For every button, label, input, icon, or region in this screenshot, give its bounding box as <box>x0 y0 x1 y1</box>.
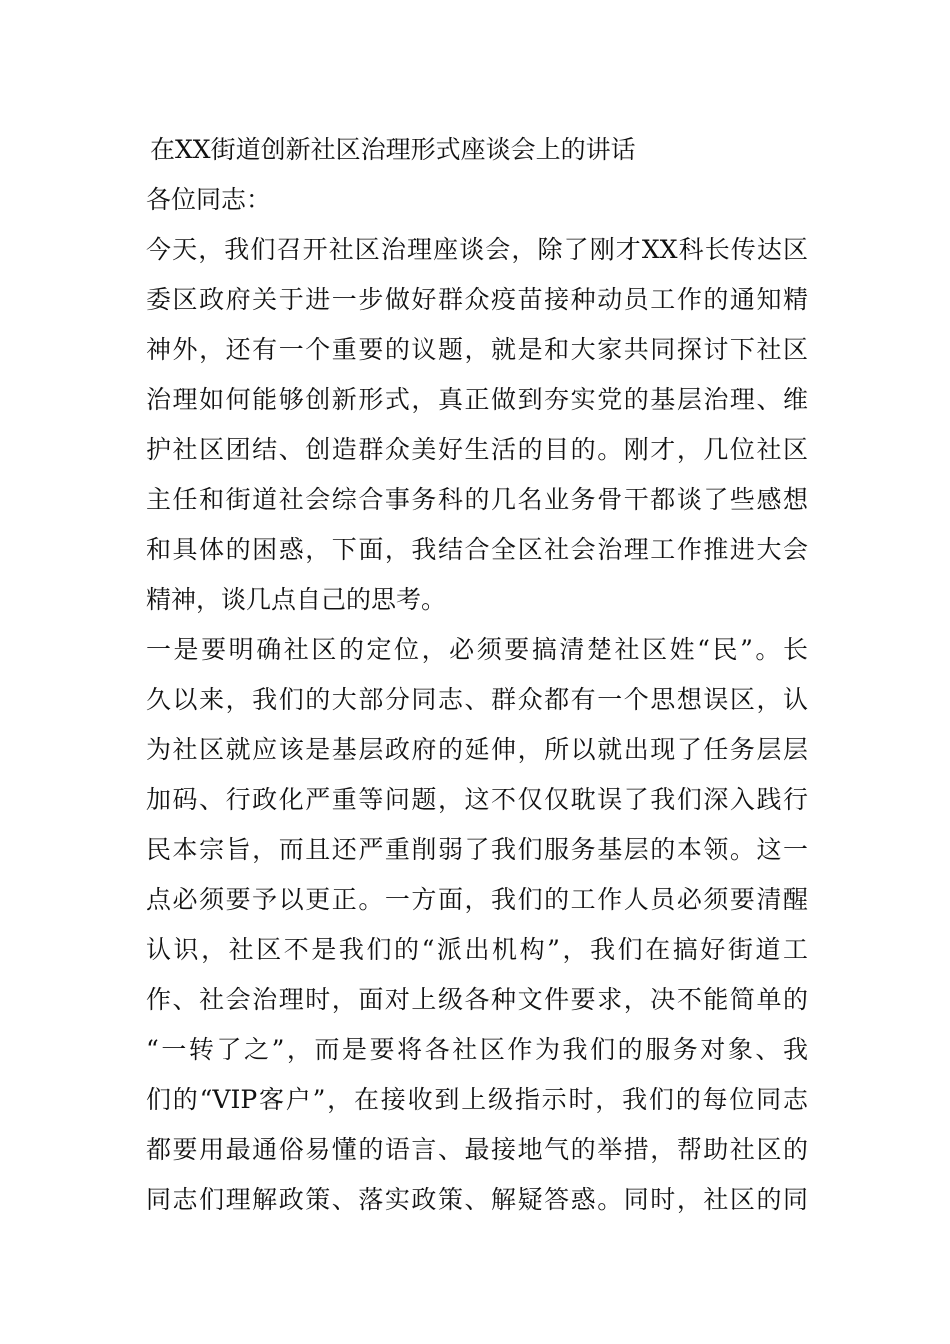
salutation: 各位同志： <box>146 185 272 214</box>
text-line: 为社区就应该是基层政府的延伸，所以就出现了任务层层 <box>146 735 808 764</box>
text-line: 和具体的困惑，下面，我结合全区社会治理工作推进大会 <box>146 535 808 564</box>
text-line: 护社区团结、创造群众美好生活的目的。刚才，几位社区 <box>146 435 808 464</box>
text-line: 认识，社区不是我们的“派出机构”，我们在搞好街道工 <box>146 935 808 964</box>
text-line: 久以来，我们的大部分同志、群众都有一个思想误区，认 <box>146 685 808 714</box>
text-line: 都要用最通俗易懂的语言、最接地气的举措，帮助社区的 <box>146 1135 808 1164</box>
text-line: 治理如何能够创新形式，真正做到夯实党的基层治理、维 <box>146 385 808 414</box>
text-line: 们的“VIP客户”，在接收到上级指示时，我们的每位同志 <box>146 1085 808 1114</box>
document-body <box>146 125 808 1225</box>
text-line: 主任和街道社会综合事务科的几名业务骨干都谈了些感想 <box>146 485 808 514</box>
paragraph-2 <box>146 625 808 1225</box>
text-line: 委区政府关于进一步做好群众疫苗接种动员工作的通知精 <box>146 285 808 314</box>
text-line: 精神，谈几点自己的思考。 <box>146 585 447 614</box>
text-line: 作、社会治理时，面对上级各种文件要求，决不能简单的 <box>146 985 808 1014</box>
text-line: 神外，还有一个重要的议题，就是和大家共同探讨下社区 <box>146 335 808 364</box>
text-line: 一是要明确社区的定位，必须要搞清楚社区姓“民”。长 <box>146 635 808 664</box>
text-line: 点必须要予以更正。一方面，我们的工作人员必须要清醒 <box>146 885 808 914</box>
paragraph-1 <box>146 225 808 625</box>
text-line: 加码、行政化严重等问题，这不仅仅耽误了我们深入践行 <box>146 785 808 814</box>
text-line: 今天，我们召开社区治理座谈会，除了刚才XX科长传达区 <box>146 235 808 264</box>
document-title: 在XX街道创新社区治理形式座谈会上的讲话 <box>150 135 636 164</box>
text-line: “一转了之”，而是要将各社区作为我们的服务对象、我 <box>146 1035 808 1064</box>
text-line: 同志们理解政策、落实政策、解疑答惑。同时，社区的同 <box>146 1185 808 1214</box>
text-line: 民本宗旨，而且还严重削弱了我们服务基层的本领。这一 <box>146 835 808 864</box>
